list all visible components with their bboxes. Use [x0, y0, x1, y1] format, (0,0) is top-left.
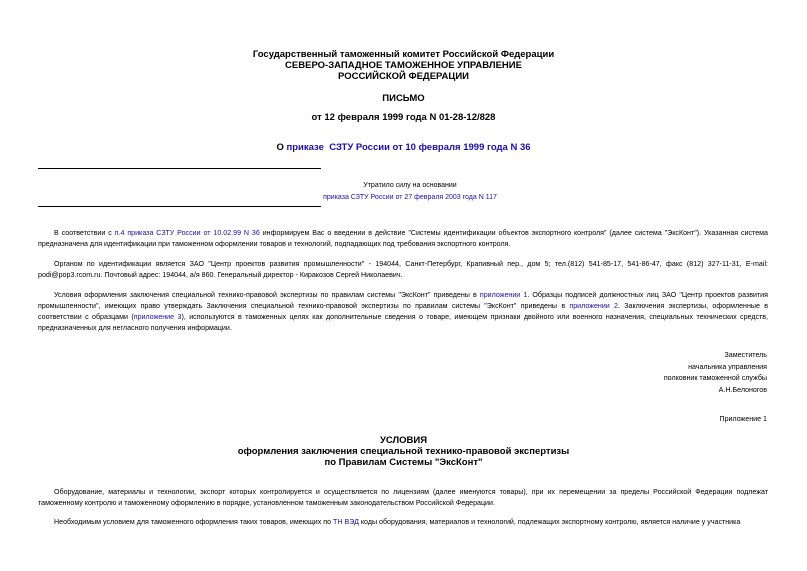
status-link[interactable]: приказа СЗТУ России от 27 февраля 2003 года N 117 — [323, 194, 497, 201]
p3-text-3: . Заключения экспертизы, оформленные в соответствии с образцами ( — [38, 302, 768, 321]
appendix-label: Приложение 1 — [719, 415, 767, 423]
signature-rank: полковник таможенной службы — [663, 374, 767, 382]
subject-link-order-details[interactable]: СЗТУ России от 10 февраля 1999 года N 36 — [329, 142, 531, 153]
signature-department: начальника управления — [688, 362, 767, 371]
signature-block — [467, 350, 767, 396]
p5-text-2: коды оборудования, материалов и технологий, подлежащих экспортному контролю, является наличие у участника — [358, 518, 741, 526]
paragraph-intro — [38, 228, 768, 250]
doc-date: от 12 февраля 1999 года N 01-28-12/828 — [311, 112, 496, 123]
p1-link-clause[interactable]: п.4 — [114, 229, 125, 237]
link-appendix-2[interactable]: приложении 2 — [569, 302, 618, 310]
header-committee: Государственный таможенный комитет Российской Федерации — [252, 49, 555, 60]
appendix-subtitle: оформления заключения специальной технико-правовой экспертизы — [237, 446, 570, 457]
p1-text-start: В соответствии с — [54, 229, 115, 237]
appendix-subtitle-rules: по Правилам Системы "ЭксКонт" — [324, 457, 483, 468]
appendix-title: УСЛОВИЯ — [379, 435, 428, 446]
signature-position: Заместитель — [724, 351, 767, 359]
paragraph-customs-condition — [38, 517, 768, 528]
p3-text-1: Условия оформления заключения специальной технико-правовой экспертизы по правилам системы "ЭксКонт" приведены в — [54, 291, 480, 299]
signature-name: А.Н.Белоногов — [718, 385, 767, 394]
p5-text-1: Необходимым условием для таможенного оформления таких товаров, имеющих по — [54, 518, 334, 526]
paragraph-identification-body: Органом по идентификации является ЗАО "Центр проектов развития промышленности" - 194044, Санкт-Петербург, Крапивный пер., дом 5; тел.(812) 541-85-17, 541-86-47, факс (812) 327-11-31, E-mail: podi@pop3.rcom.ru. Почтовый адрес: 194044, а/я 860. Генеральный директор - Киракозов Сергей Николаевич. — [38, 260, 768, 279]
p1-link-order[interactable]: приказа СЗТУ России от 10.02.99 N 36 — [127, 229, 260, 237]
paragraph-equipment: Оборудование, материалы и технологии, экспорт которых контролируется и осуществляется по лицензиям (далее именуются товары), при их перемещении за пределы Российской Федерации подлежат таможенному контролю и таможенному оформлению в порядке, установленном таможенным законодательством Российской Федерации. — [38, 488, 768, 507]
link-appendix-3[interactable]: приложение 3 — [133, 313, 182, 321]
link-appendix-1[interactable]: приложении 1 — [479, 291, 528, 299]
doc-subject — [0, 142, 807, 153]
divider-top — [38, 168, 321, 169]
header-country: РОССИЙСКОЙ ФЕДЕРАЦИИ — [337, 71, 469, 82]
link-tn-ved[interactable]: ТН ВЭД — [333, 518, 359, 526]
status-note — [150, 180, 670, 204]
subject-prefix: О — [276, 142, 287, 153]
header-department: СЕВЕРО-ЗАПАДНОЕ ТАМОЖЕННОЕ УПРАВЛЕНИЕ — [285, 60, 522, 71]
subject-link-order[interactable]: приказе — [286, 142, 324, 153]
paragraph-conditions — [38, 290, 768, 334]
p1-text-end: информируем Вас о введении в действие "Системы идентификации объектов экспортного контроля" (далее система "ЭксКонт"). Указанная система предназначена для идентификации при таможенном оформлении товаров и технологий, подпадающих под требования экспортного контроля. — [38, 229, 768, 248]
p3-text-4: ), используются в таможенных целях как дополнительные сведения о товаре, имеющем признаки двойного или военного назначения, специальных технических средств, предназначенных для негласного получения информации. — [38, 313, 769, 332]
status-text: Утратило силу на основании — [363, 182, 457, 189]
doc-type: ПИСЬМО — [382, 93, 425, 104]
divider-bottom — [38, 206, 321, 207]
p3-text-2: . Образцы подписей должностных лиц ЗАО "Центр проектов развития промышленности", имеющих право утверждать Заключения специальной технико-правовой экспертизы по правилам системы "ЭксКонт" приведены в — [38, 291, 768, 310]
